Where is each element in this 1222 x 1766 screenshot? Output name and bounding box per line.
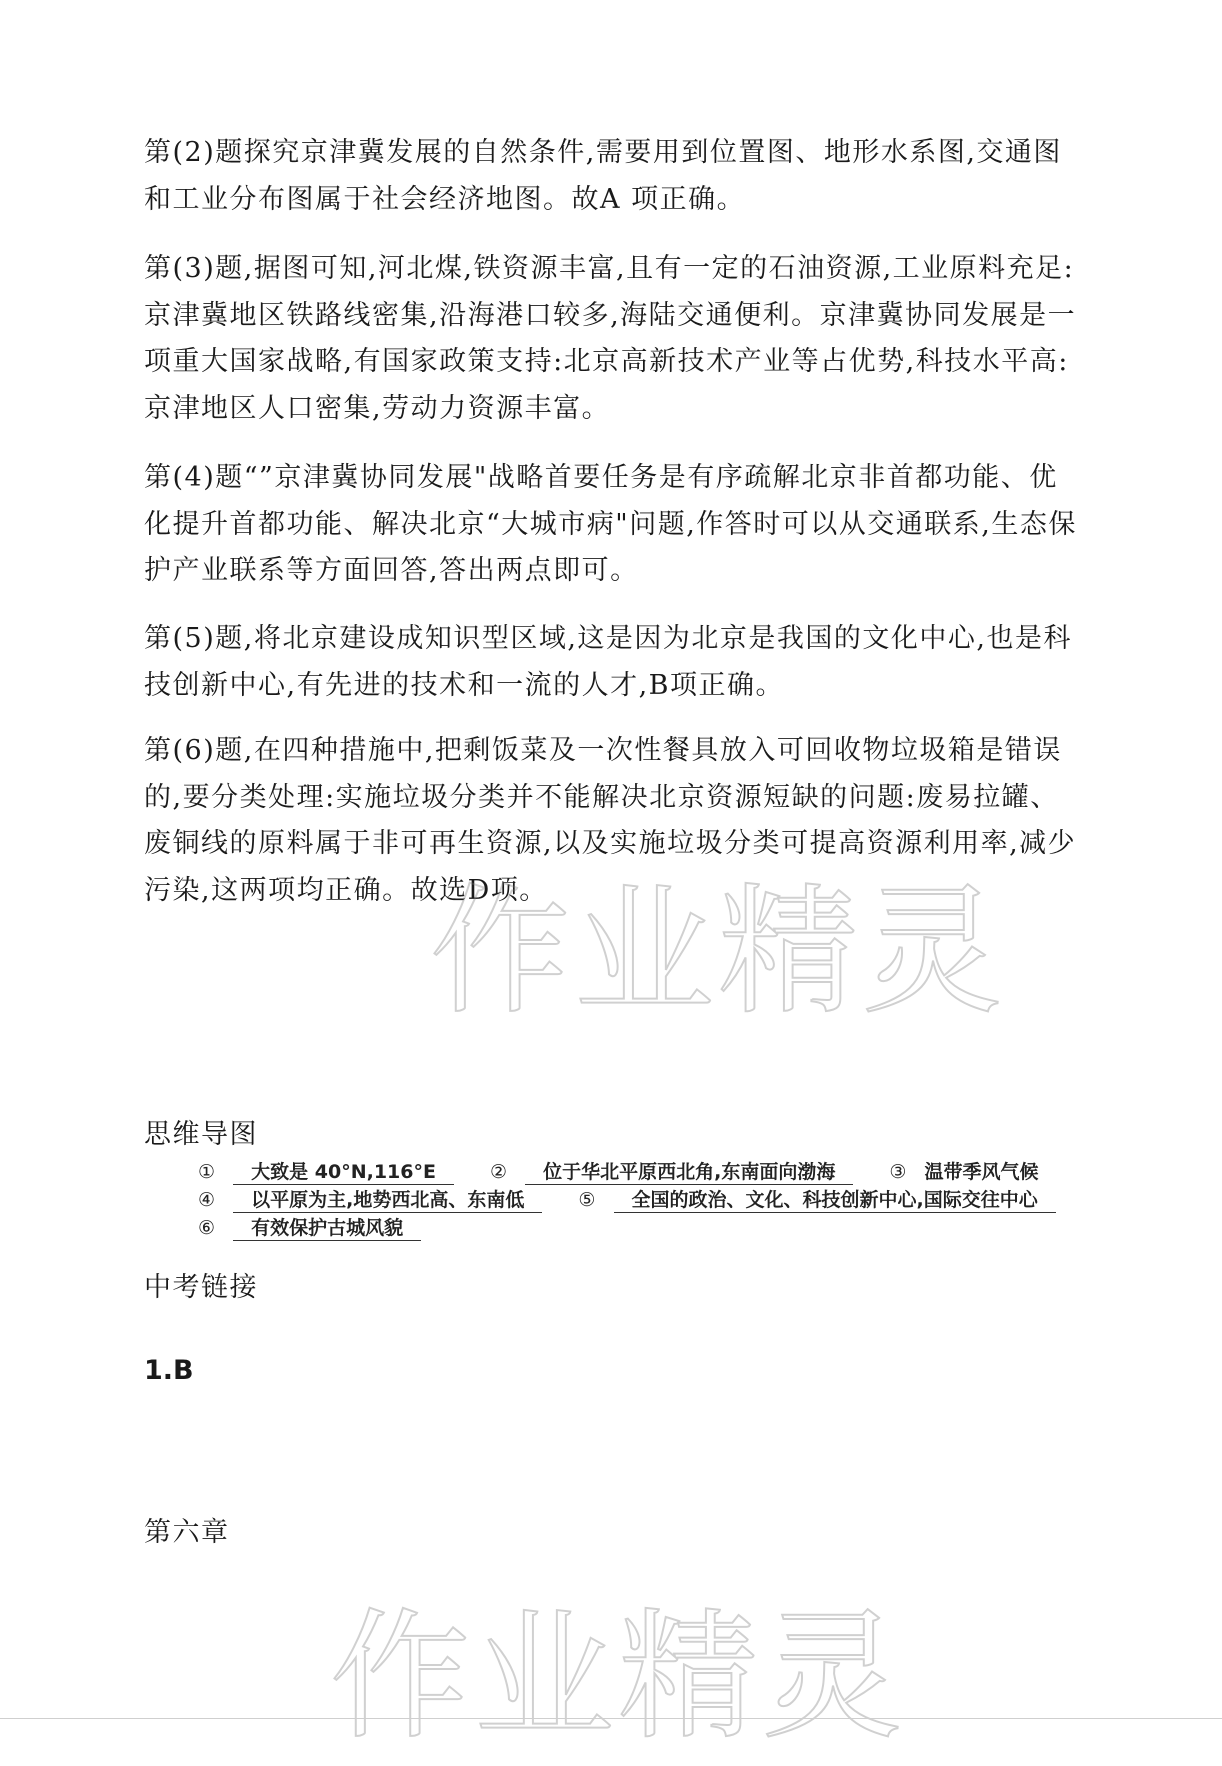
mindmap-answer-2: 位于华北平原西北角,东南面向渤海 bbox=[525, 1160, 853, 1185]
exam-link-heading: 中考链接 bbox=[144, 1272, 258, 1303]
mindmap-answers bbox=[152, 1160, 1052, 1240]
mindmap-answer-3: 温带季风气候 bbox=[924, 1161, 1039, 1183]
mindmap-num-5: ⑤ bbox=[578, 1189, 596, 1211]
watermark-middle: 作业精灵 bbox=[430, 871, 1007, 1034]
chapter-heading: 第六章 bbox=[144, 1517, 230, 1548]
page-bottom-divider bbox=[0, 1718, 1222, 1719]
mindmap-num-3: ③ bbox=[889, 1161, 907, 1183]
mindmap-answer-1: 大致是 40°N,116°E bbox=[233, 1160, 454, 1185]
mindmap-answer-5: 全国的政治、文化、科技创新中心,国际交往中心 bbox=[614, 1188, 1056, 1213]
watermark-bottom: 作业精灵 bbox=[330, 1596, 907, 1759]
mindmap-heading: 思维导图 bbox=[144, 1119, 258, 1150]
mindmap-line-1 bbox=[152, 1160, 1052, 1184]
paragraph-q5: 第(5)题,将北京建设成知识型区域,这是因为北京是我国的文化中心,也是科技创新中心,有先进的技术和一流的人才,B项正确。 bbox=[144, 623, 1072, 701]
mindmap-line-2 bbox=[152, 1188, 1052, 1212]
mindmap-num-2: ② bbox=[490, 1161, 508, 1183]
mindmap-line-3 bbox=[152, 1216, 1052, 1240]
paragraph-q4: 第(4)题“”京津冀协同发展"战略首要任务是有序疏解北京非首都功能、优化提升首都功能、解决北京“大城市病"问题,作答时可以从交通联系,生态保护产业联系等方面回答,答出两点即可。 bbox=[144, 462, 1077, 586]
mindmap-num-6: ⑥ bbox=[198, 1217, 216, 1239]
mindmap-answer-4: 以平原为主,地势西北高、东南低 bbox=[233, 1188, 542, 1213]
mindmap-num-1: ① bbox=[198, 1161, 216, 1183]
mindmap-answer-6: 有效保护古城风貌 bbox=[233, 1216, 421, 1241]
paragraph-q6: 第(6)题,在四种措施中,把剩饭菜及一次性餐具放入可回收物垃圾箱是错误的,要分类处理:实施垃圾分类并不能解决北京资源短缺的问题:废易拉罐、废铜线的原料属于非可再生资源,以及实施垃圾分类可提高资源利用率,减少污染,这两项均正确。故选D项。 bbox=[144, 735, 1077, 906]
paragraph-q3: 第(3)题,据图可知,河北煤,铁资源丰富,且有一定的石油资源,工业原料充足:京津冀地区铁路线密集,沿海港口较多,海陆交通便利。京津冀协同发展是一项重大国家战略,有国家政策支持:北京高新技术产业等占优势,科技水平高:京津地区人口密集,劳动力资源丰富。 bbox=[144, 253, 1077, 424]
paragraph-q2: 第(2)题探究京津冀发展的自然条件,需要用到位置图、地形水系图,交通图和工业分布图属于社会经济地图。故A 项正确。 bbox=[144, 137, 1062, 215]
exam-link-answer: 1.B bbox=[144, 1355, 194, 1386]
mindmap-num-4: ④ bbox=[198, 1189, 216, 1211]
